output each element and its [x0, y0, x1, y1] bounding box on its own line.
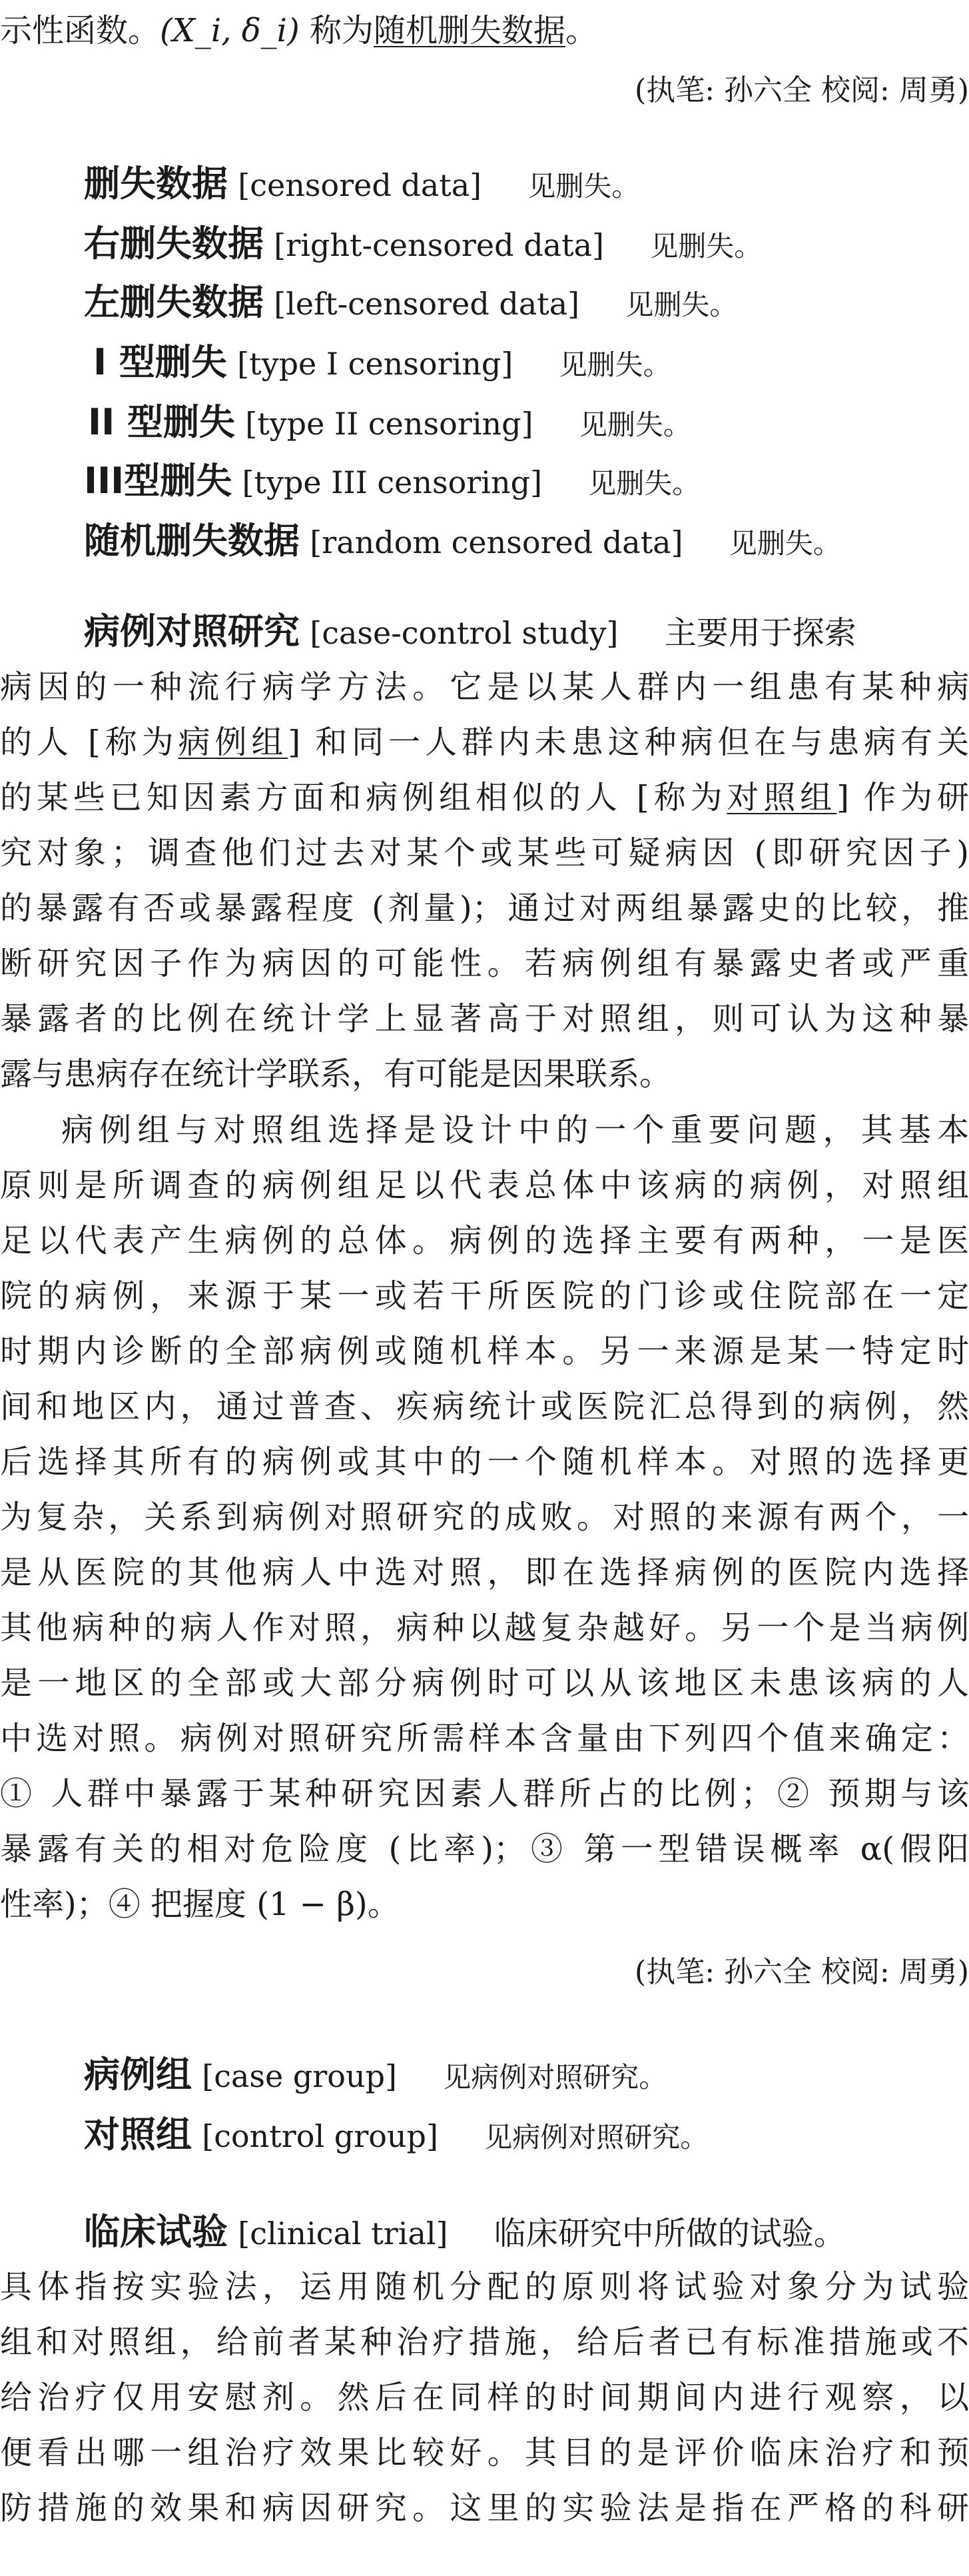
term-see-also: 见删失。	[625, 289, 738, 321]
paragraph-line: 组和对照组，给前者某种治疗措施，给后者已有标准措施或不	[0, 2323, 969, 2361]
paragraph-line: 具体指按实验法，运用随机分配的原则将试验对象分为试验	[0, 2268, 969, 2305]
term-headword: III型删失	[84, 460, 232, 502]
paragraph-line: 时期内诊断的全部病例或随机样本。另一来源是某一特定时	[0, 1333, 969, 1370]
term-entry	[84, 277, 737, 328]
paragraph-line: 暴露有关的相对危险度 (比率)；③ 第一型错误概率 α(假阳	[0, 1830, 969, 1868]
term-see-also: 见病例对照研究。	[484, 2121, 709, 2154]
term-english: [type I censoring]	[237, 346, 513, 382]
term-see-also: 见病例对照研究。	[443, 2061, 667, 2094]
term-entry	[84, 456, 700, 506]
intro-text: 示性函数。	[0, 12, 161, 49]
intro-line	[0, 9, 969, 52]
math-formula: (X_i, δ_i)	[160, 12, 300, 49]
term-english: [left-censored data]	[274, 286, 580, 322]
term-entry	[88, 397, 691, 448]
cross-reference-link[interactable]: 对照组	[727, 779, 837, 816]
term-english: [right-censored data]	[274, 227, 604, 263]
paragraph-line: 的某些已知因素方面和病例组相似的人 [称为对照组] 作为研	[0, 779, 969, 816]
paragraph-line: 其他病种的病人作对照，病种以越复杂越好。另一个是当病例	[0, 1609, 969, 1646]
credit-line-1: (执笔: 孙六全 校阅: 周勇)	[635, 73, 969, 107]
paragraph-line: 后选择其所有的病例或其中的一个随机样本。对照的选择更	[0, 1443, 969, 1481]
paragraph-line: 是从医院的其他病人中选对照，即在选择病例的医院内选择	[0, 1554, 969, 1591]
paragraph-line: 防措施的效果和病因研究。这里的实验法是指在严格的科研	[0, 2489, 969, 2527]
paragraph-line: 的人 [称为病例组] 和同一人群内未患这种病但在与患病有关	[0, 724, 969, 761]
term-english: [type II censoring]	[245, 406, 533, 442]
paragraph-line: 原则是所调查的病例组足以代表总体中该病的病例，对照组	[0, 1167, 969, 1204]
term-headword: 删失数据	[84, 163, 228, 205]
term-headword: II 型删失	[88, 401, 235, 443]
intro-text-mid: 称为	[310, 12, 374, 49]
paragraph-line: 是一地区的全部或大部分病例时可以从该地区未患该病的人	[0, 1664, 969, 1702]
paragraph-line: 暴露者的比例在统计学上显著高于对照组，则可认为这种暴	[0, 1000, 969, 1037]
term-headword: 对照组	[84, 2114, 192, 2156]
term-entry	[84, 159, 639, 209]
paragraph-line: 足以代表产生病例的总体。病例的选择主要有两种，一是医	[0, 1222, 969, 1259]
paragraph-line: 为复杂，关系到病例对照研究的成败。对照的来源有两个，一	[0, 1499, 969, 1536]
paragraph-line: 究对象；调查他们过去对某个或某些可疑病因 (即研究因子)	[0, 834, 969, 872]
clinical-first-text: 临床研究中所做的试验。	[493, 2215, 846, 2252]
paragraph-line: 便看出哪一组治疗效果比较好。其目的是评价临床治疗和预	[0, 2434, 969, 2471]
clinical-english: [clinical trial]	[238, 2216, 448, 2252]
term-entry	[93, 337, 671, 388]
term-english: [case group]	[202, 2058, 397, 2094]
case-control-english: [case-control study]	[310, 615, 619, 651]
paragraph-line: 病例组与对照组选择是设计中的一个重要问题，其基本	[61, 1111, 969, 1149]
term-see-also: 见删失。	[527, 170, 640, 203]
term-see-also: 见删失。	[650, 230, 763, 263]
credit-line-2: (执笔: 孙六全 校阅: 周勇)	[635, 1955, 969, 1989]
term-headword: 左删失数据	[84, 281, 264, 323]
term-see-also: 见删失。	[588, 467, 701, 500]
paragraph-line: 露与患病存在统计学联系，有可能是因果联系。	[0, 1055, 672, 1093]
term-english: [censored data]	[238, 167, 482, 203]
term-see-also: 见删失。	[729, 527, 841, 560]
paragraph-line: 中选对照。病例对照研究所需样本含量由下列四个值来确定：	[0, 1720, 969, 1757]
cross-reference-link[interactable]: 病例组	[178, 724, 288, 761]
paragraph-line: ① 人群中暴露于某种研究因素人群所占的比例；② 预期与该	[0, 1775, 969, 1812]
paragraph-line: 断研究因子作为病因的可能性。若病例组有暴露史者或严重	[0, 945, 969, 982]
term-see-also: 见删失。	[579, 408, 691, 441]
term-headword: 随机删失数据	[84, 520, 300, 562]
random-censored-data-link[interactable]: 随机删失数据	[374, 12, 566, 49]
term-english: [random censored data]	[310, 524, 683, 560]
term-entry	[84, 2050, 667, 2100]
paragraph-line: 的暴露有否或暴露程度 (剂量)；通过对两组暴露史的比较，推	[0, 890, 969, 927]
case-control-headword: 病例对照研究	[84, 610, 300, 652]
paragraph-line: 病因的一种流行病学方法。它是以某人群内一组患有某种病	[0, 668, 969, 706]
clinical-heading-line	[0, 2211, 969, 2254]
term-headword: 病例组	[84, 2054, 192, 2096]
intro-period: 。	[565, 12, 598, 49]
term-entry	[84, 2110, 708, 2160]
case-control-first-text: 主要用于探索	[664, 614, 856, 652]
clinical-headword: 临床试验	[84, 2211, 228, 2253]
paragraph-line: 院的病例，来源于某一或若干所医院的门诊或住院部在一定	[0, 1277, 969, 1315]
term-see-also: 见删失。	[559, 348, 671, 381]
case-control-heading-line	[0, 610, 969, 653]
term-entry	[84, 516, 841, 566]
term-english: [control group]	[202, 2118, 438, 2154]
term-headword: 右删失数据	[84, 223, 264, 265]
paragraph-line: 给治疗仅用安慰剂。然后在同样的时间期间内进行观察，以	[0, 2379, 969, 2416]
term-english: [type III censoring]	[242, 464, 543, 500]
term-headword: I 型删失	[93, 341, 227, 383]
term-entry	[84, 219, 762, 269]
paragraph-line: 间和地区内，通过普查、疾病统计或医院汇总得到的病例，然	[0, 1388, 969, 1425]
paragraph-line: 性率)；④ 把握度 (1 − β)。	[0, 1886, 400, 1923]
